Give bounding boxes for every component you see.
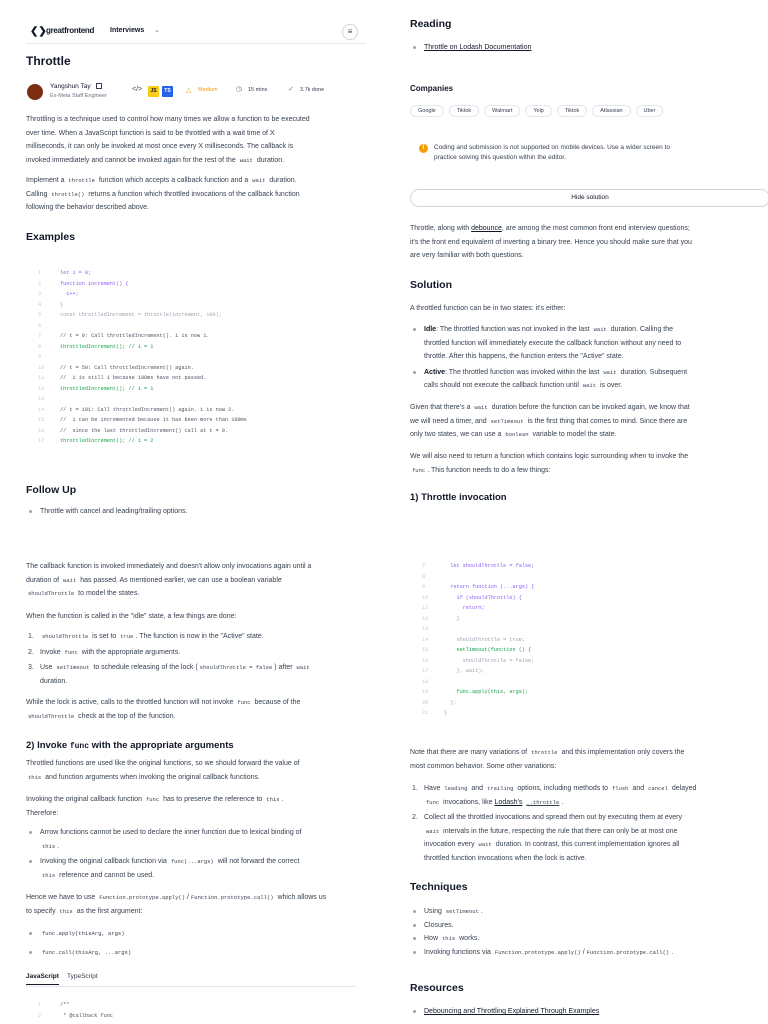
companies-heading: Companies	[410, 84, 454, 93]
variations-paragraph: Note that there are many variations of throttle and this implementation only covers the most common behavior. Some other variations:	[410, 749, 685, 770]
lodash-link[interactable]: Lodash's	[494, 798, 523, 806]
resources-heading: Resources	[410, 982, 464, 994]
solution-paragraph-3: While the lock is active, calls to the throttled function will not invoke func because of the shouldThrottle check at the top of the function.	[26, 699, 301, 720]
code-icon: </>	[132, 86, 143, 93]
throttle-invocation-heading: 1) Throttle invocation	[410, 492, 507, 503]
difficulty-icon: △	[186, 87, 192, 94]
states-list	[410, 323, 750, 393]
question-meta	[26, 83, 366, 103]
techniques-heading: Techniques	[410, 881, 468, 893]
solution-paragraph-2: When the function is called in the "idle" state, a few things are done:	[26, 613, 237, 620]
examples-code-block: 1 let i = 0; 2 function increment() { 3 i++; 4 } 5 const throttledIncrement = throttle(increment, 100); 6 7 // t = 0: Call throttledIncrement(). i is now 1. 8 throttledIncrement(); // i = 1 9 10 // t = 50: Call throttledIncrement() again. 11 // i is still 1 because 100ms have not passed. 12 throttledIncrement(); // i = 1 13 14 // t = 101: Call throttledIncrement() again. i is now 2. 15 // i can be incremented because it has been more than 100ms 16 // since the last throttledIncrement() call at t = 0. 17 throttledIncrement(); // i = 2	[38, 270, 247, 445]
return-fn-paragraph: We will also need to return a function which contains logic surrounding when to invoke the func . This function needs to do a few things:	[410, 453, 689, 474]
list-item: Invoking the original callback function via func(...args) will not forward the correct this reference and cannot be used.	[26, 855, 366, 882]
reading-list	[410, 41, 750, 55]
variations-list	[410, 782, 750, 865]
notice-text: Coding and submission is not supported on mobile devices. Use a wider screen to practice solving this question within the editor.	[434, 144, 670, 161]
js-badge: JS	[148, 86, 159, 97]
reading-heading: Reading	[410, 18, 452, 30]
list-item	[410, 1005, 750, 1019]
solution-heading: Solution	[410, 279, 452, 291]
resource-link[interactable]: Debouncing and Throttling Explained Through Examples	[424, 1008, 600, 1015]
list-item: Active: The throttled function was invoked within the last wait duration. Subsequent calls should not execute the callback function until wait is over.	[410, 366, 750, 393]
solution-paragraph-6: Hence we have to use Function.prototype.apply() / Function.prototype.call() which allows us to specify this as the first argument:	[26, 894, 327, 915]
company-tag[interactable]: Uber	[636, 105, 664, 117]
idle-steps-list	[26, 630, 366, 688]
follow-up-heading: Follow Up	[26, 484, 77, 496]
throttle-code-block: 7 let shouldThrottle = false; 8 9 return function (...args) { 10 if (shouldThrottle) { 11 return; 12 } 13 14 shouldThrottle = true; 15 setTimeout(function () { 16 shouldThrottle = false; 17 }, wait); 18 19 func.apply(this, args); 20 }; 21 }	[422, 563, 535, 717]
list-item: Idle: The throttled function was not invoked in the last wait duration. Calling the throttled function will immediately execute the callback function without any need to throttle. After this happens, the function enters the "Active" state.	[410, 323, 750, 364]
mobile-notice	[410, 140, 766, 168]
description-paragraph-1: Throttling is a technique used to control how many times we allow a function to be executed over time. When a JavaScript function is said to be throttled with a wait time of X milliseconds, it can only be invoked at most once every X milliseconds. The callback is invoked immediately and cannot be invoked again for the rest of the wait duration.	[26, 116, 310, 164]
duration-label: 15 mins	[248, 87, 268, 93]
company-tag[interactable]: Atlassian	[592, 105, 630, 117]
list-item: func.apply(thisArg, args)	[26, 927, 366, 941]
page-title: Throttle	[26, 54, 71, 68]
menu-icon[interactable]: ≡	[342, 24, 358, 40]
author-name[interactable]: Yangshun Tay	[50, 83, 91, 90]
chevron-down-icon[interactable]: ⌄	[154, 27, 160, 34]
hide-solution-button[interactable]: Hide solution	[410, 189, 768, 207]
debounce-link[interactable]: debounce	[471, 225, 502, 232]
reason-list	[26, 826, 366, 882]
list-item: 2. Collect all the throttled invocations and spread them out by executing them at every wait intervals in the future, respecting the rule that there can only be at most one invocation every wait duration. In contrast, this current implementation ignores all throttled function invocations when the lock is active.	[412, 814, 682, 862]
difficulty-label: Medium	[198, 87, 218, 93]
language-tabs	[26, 972, 356, 987]
solution-code-block: 1 /** 2 * @callback func	[38, 1002, 113, 1019]
list-item: 2. Invoke func with the appropriate arguments.	[28, 648, 181, 656]
avatar[interactable]	[27, 84, 43, 100]
logo-icon[interactable]: ❮❯	[30, 26, 47, 37]
clock-icon: ◷	[236, 86, 243, 93]
company-tag[interactable]: Yelp	[525, 105, 552, 117]
company-tag[interactable]: Google	[410, 105, 444, 117]
company-tag[interactable]: Walmart	[484, 105, 520, 117]
invoke-heading: 2) Invoke func with the appropriate arguments	[26, 740, 234, 751]
resources-list	[410, 1005, 750, 1019]
warning-icon: !	[419, 144, 428, 153]
tab-javascript[interactable]: JavaScript	[26, 973, 59, 985]
tab-typescript[interactable]: TypeScript	[67, 973, 98, 980]
list-item: 1. Have leading and trailing options, including methods to flush and cancel delayed func invocations, like Lodash's _.throttle .	[412, 785, 697, 806]
solution-paragraph-4: Throttled functions are used like the original functions, so we should forward the value of this and function arguments when invoking the original callback functions.	[26, 760, 300, 781]
solution-intro: A throttled function can be in two states: it's either:	[410, 305, 566, 312]
list-item: Invoking functions via Function.prototype.apply() / Function.prototype.call() .	[410, 946, 766, 960]
completions-label: 3.7k done	[300, 87, 325, 93]
list-item	[410, 41, 750, 55]
lodash-throttle-api-link[interactable]: _.throttle	[526, 798, 560, 806]
follow-up-list	[26, 505, 366, 519]
list-item: Using setTimeout .	[410, 905, 766, 919]
author-role: Ex-Meta Staff Engineer	[50, 93, 107, 99]
linkedin-icon[interactable]	[96, 83, 102, 89]
nav-interviews[interactable]: Interviews	[110, 27, 145, 34]
top-navbar	[26, 24, 366, 40]
solution-paragraph-1: The callback function is invoked immediately and doesn't allow only invocations again until a duration of wait has passed. As mentioned earlier, we can use a boolean variable shouldThrottle to model the states.	[26, 563, 312, 597]
check-circle-icon: ✓	[288, 86, 294, 93]
lodash-throttle-link[interactable]: Throttle on Lodash Documentation	[424, 44, 532, 51]
techniques-list	[410, 905, 766, 959]
description-paragraph-2: Implement a throttle function which accepts a callback function and a wait duration. Calling throttle() returns a function which throttled invocations of the callback function following the behavior described above.	[26, 177, 300, 211]
list-item: Arrow functions cannot be used to declare the inner function due to lexical binding of this .	[26, 826, 366, 853]
company-tag[interactable]: Tiktok	[557, 105, 587, 117]
apply-call-list	[26, 927, 366, 959]
intro-paragraph: Throttle, along with debounce, are among the most common front end interview questions; it's the front end equivalent of inverting a binary tree. Hence you should make sure that you are very familiar with both questions.	[410, 225, 692, 259]
list-item: func.call(thisArg, ...args)	[26, 946, 366, 960]
list-item: Closures.	[410, 919, 766, 933]
examples-heading: Examples	[26, 231, 76, 243]
brand-name[interactable]: greatfrontend	[46, 26, 95, 35]
header-divider	[26, 43, 366, 44]
list-item: 3. Use setTimeout to schedule releasing of the lock ( shouldThrottle = false ) after wait duration.	[28, 664, 310, 685]
company-tag[interactable]: Tiktok	[449, 105, 479, 117]
list-item: Throttle with cancel and leading/trailing options.	[26, 505, 366, 519]
ts-badge: TS	[162, 86, 173, 97]
timer-paragraph: Given that there's a wait duration before the function can be invoked again, we know that we will need a timer, and setTimeout is the first thing that comes to mind. Since there are only two states, we can use a boolean variable to model the state.	[410, 404, 690, 438]
list-item: How this works.	[410, 932, 766, 946]
list-item: 1. shouldThrottle is set to true . The function is now in the "Active" state.	[28, 633, 264, 640]
solution-paragraph-5: Invoking the original callback function func has to preserve the reference to this . Therefore:	[26, 796, 284, 817]
companies-list	[410, 105, 766, 117]
